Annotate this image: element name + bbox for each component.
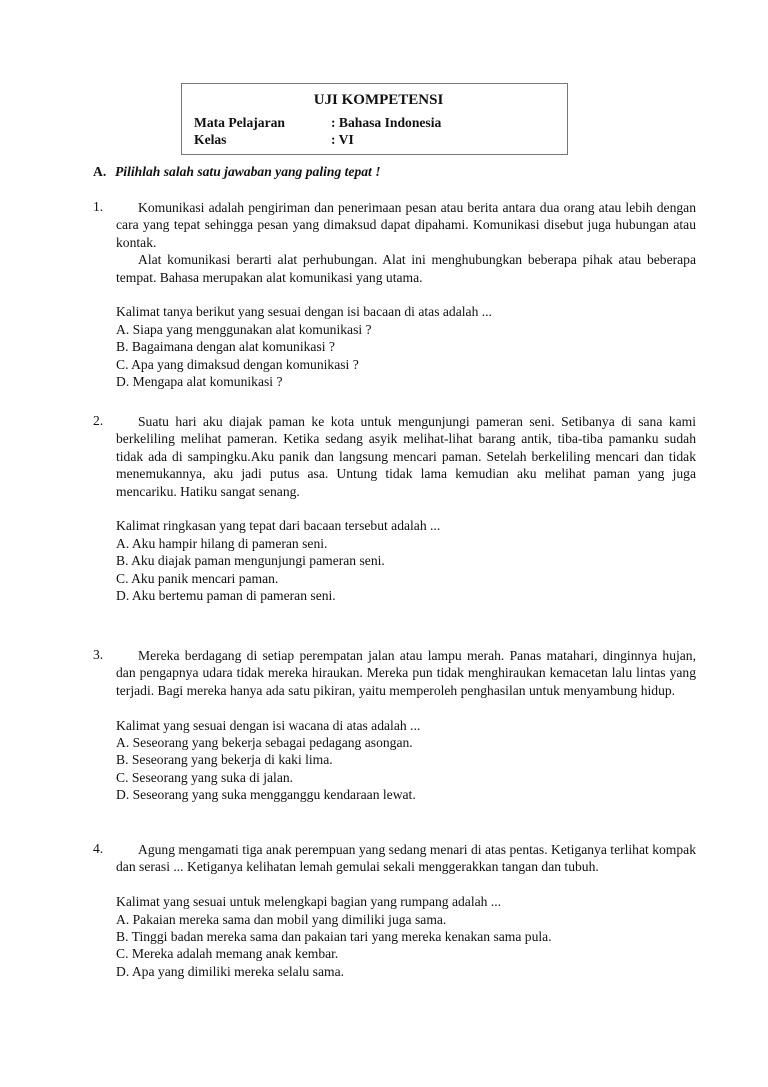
section-letter: A. — [93, 164, 107, 179]
option-c[interactable]: C. Apa yang dimaksud dengan komunikasi ? — [116, 356, 359, 372]
option-c[interactable]: C. Mereka adalah memang anak kembar. — [116, 946, 339, 962]
question-2 — [93, 413, 696, 604]
passage-paragraph: Mereka berdagang di setiap perempatan jalan atau lampu merah. Panas matahari, dinginnya hujan, dan pengapnya udara tidak mereka hiraukan. Mereka pun tidak menghiraukan kemacetan lalu lintas yang terjadi. Bagi mereka hanya ada satu pikiran, yaitu memperoleh penghasilan untuk menyambung hidup. — [116, 648, 696, 698]
question-3 — [93, 647, 696, 804]
question-text: Kalimat tanya berikut yang sesuai dengan isi bacaan di atas adalah ... — [116, 304, 492, 320]
question-text: Kalimat yang sesuai dengan isi wacana di atas adalah ... — [116, 717, 421, 733]
question-1 — [93, 199, 696, 390]
option-c[interactable]: C. Aku panik mencari paman. — [116, 570, 279, 586]
option-b[interactable]: B. Bagaimana dengan alat komunikasi ? — [116, 339, 335, 355]
question-number: 3. — [93, 647, 104, 662]
option-a[interactable]: A. Siapa yang menggunakan alat komunikasi ? — [116, 321, 372, 337]
class-value: : VI — [331, 132, 354, 147]
class-label: Kelas — [194, 132, 227, 147]
subject-label: Mata Pelajaran — [194, 115, 285, 130]
section-instruction-text: Pilihlah salah satu jawaban yang paling tepat ! — [115, 164, 381, 179]
page-title: UJI KOMPETENSI — [313, 92, 444, 108]
subject-row — [194, 115, 441, 131]
question-text: Kalimat ringkasan yang tepat dari bacaan tersebut adalah ... — [116, 518, 441, 534]
option-c[interactable]: C. Seseorang yang suka di jalan. — [116, 769, 294, 785]
passage-paragraph: Alat komunikasi berarti alat perhubungan. Alat ini menghubungkan beberapa pihak atau beberapa tempat. Bahasa merupakan alat komunikasi yang utama. — [116, 252, 696, 285]
option-b[interactable]: B. Seseorang yang bekerja di kaki lima. — [116, 752, 333, 768]
question-number: 2. — [93, 413, 104, 428]
section-instruction — [93, 164, 381, 180]
subject-value: : Bahasa Indonesia — [331, 115, 442, 130]
option-a[interactable]: A. Aku hampir hilang di pameran seni. — [116, 535, 328, 551]
passage-paragraph: Agung mengamati tiga anak perempuan yang sedang menari di atas pentas. Ketiganya terlihat kompak dan serasi ... Ketiganya kelihatan lemah gemulai sekali menggerakkan tangan dan tubuh. — [116, 842, 696, 875]
passage-paragraph: Komunikasi adalah pengiriman dan penerimaan pesan atau berita antara dua orang atau lebih dengan cara yang tepat sehingga pesan yang dimaksud dapat dipahami. Komunikasi disebut juga hubungan atau kontak. — [116, 200, 696, 250]
passage-paragraph: Suatu hari aku diajak paman ke kota untuk mengunjungi pameran seni. Setibanya di sana kami berkeliling melihat pameran. Ketika sedang asyik melihat-lihat barang antik, tiba-tiba pamanku sudah tidak ada di sampingku.Aku panik dan langsung mencari paman. Setelah berkeliling mencari dan tidak menemukannya, aku jadi putus asa. Untung tidak lama kemudian aku melihat paman yang juga mencariku. Hatiku sangat senang. — [116, 414, 696, 499]
question-number: 4. — [93, 841, 104, 856]
option-d[interactable]: D. Seseorang yang suka mengganggu kendaraan lewat. — [116, 787, 416, 803]
option-a[interactable]: A. Seseorang yang bekerja sebagai pedagang asongan. — [116, 735, 413, 751]
option-d[interactable]: D. Aku bertemu paman di pameran seni. — [116, 588, 336, 604]
option-d[interactable]: D. Mengapa alat komunikasi ? — [116, 374, 283, 390]
question-text: Kalimat yang sesuai untuk melengkapi bagian yang rumpang adalah ... — [116, 894, 502, 910]
question-number: 1. — [93, 199, 104, 214]
option-b[interactable]: B. Aku diajak paman mengunjungi pameran seni. — [116, 553, 385, 569]
option-d[interactable]: D. Apa yang dimiliki mereka selalu sama. — [116, 963, 345, 979]
header-box — [181, 83, 568, 155]
option-b[interactable]: B. Tinggi badan mereka sama dan pakaian tari yang mereka kenakan sama pula. — [116, 929, 552, 945]
option-a[interactable]: A. Pakaian mereka sama dan mobil yang dimiliki juga sama. — [116, 911, 447, 927]
class-row — [194, 132, 354, 148]
question-4 — [93, 841, 696, 980]
